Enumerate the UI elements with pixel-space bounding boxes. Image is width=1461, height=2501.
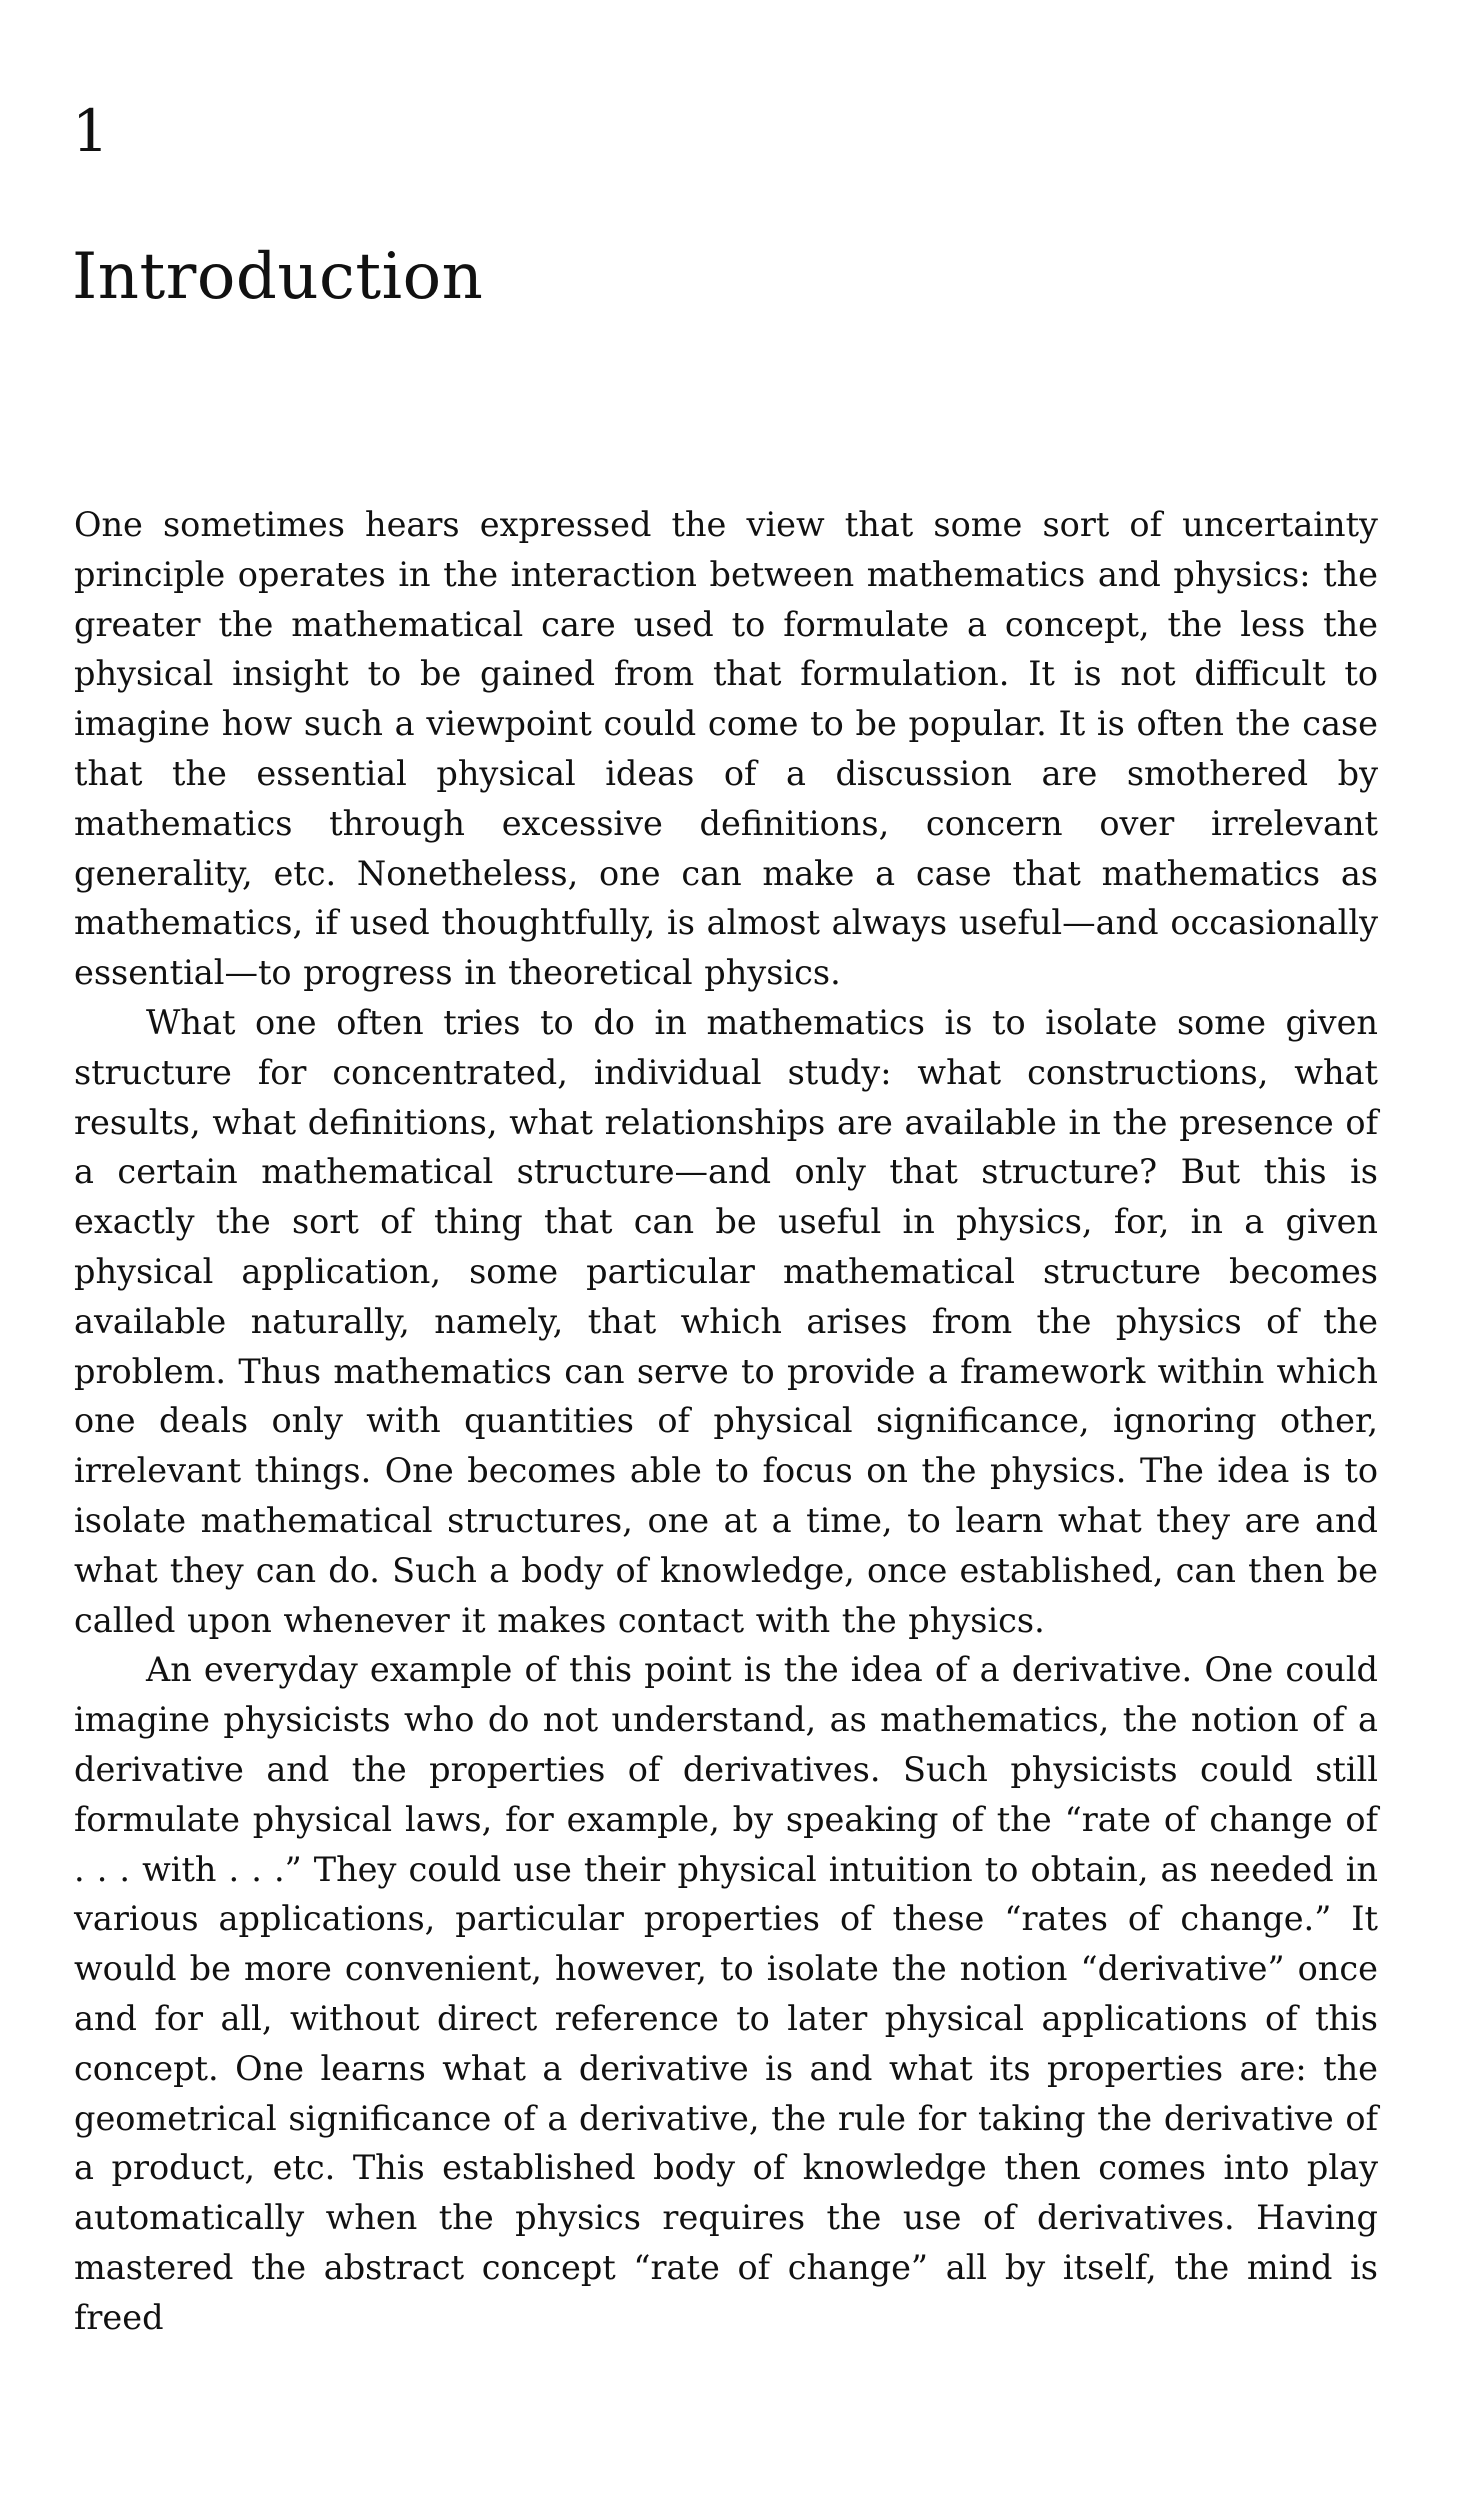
paragraph-2: What one often tries to do in mathematics is to isolate some given structure for concentrated, individual study: what constructions, what results, what definitions, what relationships are available in the presence of a certain mathematical structure—and only that structure? But this is exactly the sort of thing that can be useful in physics, for, in a given physical application, some particular mathematical structure becomes available naturally, namely, that which arises from the physics of the problem. Thus mathematics can serve to provide a framework within which one deals only with quantities of physical significance, ignoring other, irrelevant things. One becomes able to focus on the physics. The idea is to isolate mathematical structures, one at a time, to learn what they are and what they can do. Such a body of knowledge, once established, can then be called upon whenever it makes contact with the physics. <box>74 1002 1378 1640</box>
chapter-body <box>74 500 1378 2342</box>
chapter-number: 1 <box>72 97 109 165</box>
paragraph-3: An everyday example of this point is the idea of a derivative. One could imagine physicists who do not understand, as mathematics, the notion of a derivative and the properties of derivatives. Such physicists could still formulate physical laws, for example, by speaking of the “rate of change of . . . with . . .” They could use their physical intuition to obtain, as needed in various applications, particular properties of these “rates of change.” It would be more convenient, however, to isolate the notion “derivative” once and for all, without direct reference to later physical applications of this concept. One learns what a derivative is and what its properties are: the geometrical significance of a derivative, the rule for taking the derivative of a product, etc. This established body of knowledge then comes into play automatically when the physics requires the use of derivatives. Having mastered the abstract concept “rate of change” all by itself, the mind is freed <box>74 1650 1378 2337</box>
chapter-title: Introduction <box>72 240 484 314</box>
paragraph-1: One sometimes hears expressed the view that some sort of uncertainty principle operates in the interaction between mathematics and physics: the greater the mathematical care used to formulate a concept, the less the physical insight to be gained from that formulation. It is not difficult to imagine how such a viewpoint could come to be popular. It is often the case that the essential physical ideas of a discussion are smothered by mathematics through excessive definitions, concern over irrelevant generality, etc. Nonetheless, one can make a case that mathematics as mathematics, if used thoughtfully, is almost always useful—and occasionally essential—to progress in theoretical physics. <box>74 505 1378 993</box>
